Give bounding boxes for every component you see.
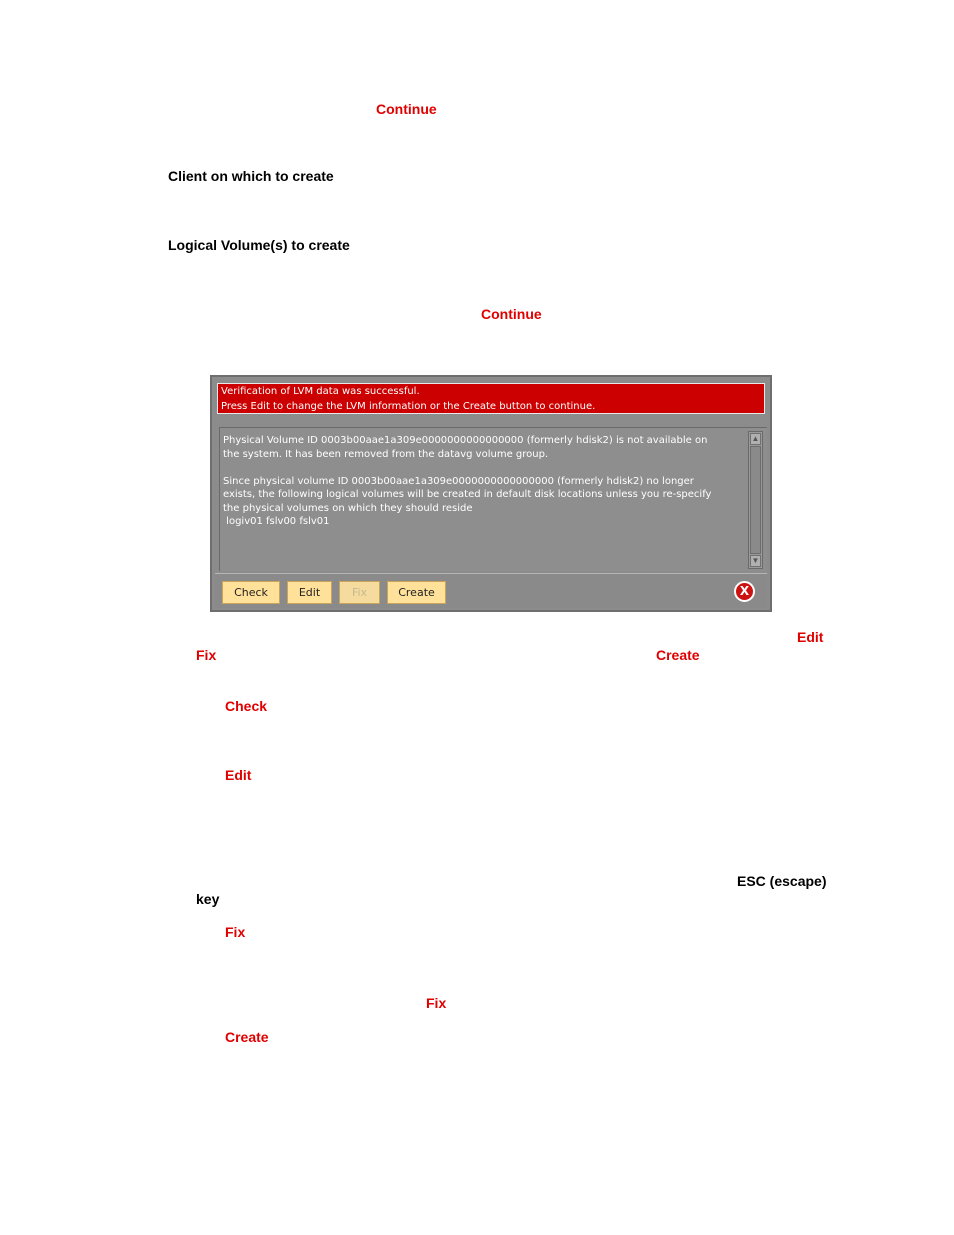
edit-item-heading: Edit xyxy=(225,767,252,783)
continue-link-2: Continue xyxy=(481,306,542,322)
edit-button[interactable]: Edit xyxy=(287,581,332,604)
fix-button[interactable]: Fix xyxy=(339,581,380,604)
scroll-up-arrow-icon[interactable]: ▲ xyxy=(751,434,760,443)
banner-line-1: Verification of LVM data was successful. xyxy=(221,386,420,397)
fix-item-heading: Fix xyxy=(225,924,246,940)
check-item-heading: Check xyxy=(225,698,268,714)
button-bar xyxy=(215,573,767,608)
scroll-down-arrow-icon[interactable]: ▼ xyxy=(751,556,760,565)
edit-reference: Edit xyxy=(797,629,824,645)
vertical-scrollbar[interactable] xyxy=(748,431,763,569)
message-text: Physical Volume ID 0003b00aae1a309e0000000000000000 (formerly hdisk2) is not available on the system. It has been removed from the datavg volume group. Since physical volume ID 0003b00aae1a309e0000000000000000 (formerly hdisk2) no longer exists, the following logical volumes will be created in default disk locations unless you re-specify the physical volumes on which they should reside logiv01 fslv00 fslv01 xyxy=(223,435,712,527)
continue-link-1: Continue xyxy=(376,101,437,117)
create-reference: Create xyxy=(656,647,700,663)
scroll-track[interactable] xyxy=(750,446,761,554)
client-label: Client on which to create xyxy=(168,168,334,184)
lvm-verification-dialog xyxy=(210,375,772,612)
logical-volumes-label: Logical Volume(s) to create xyxy=(168,237,350,253)
fix-reference: Fix xyxy=(196,647,217,663)
banner-line-2: Press Edit to change the LVM information or the Create button to continue. xyxy=(221,401,596,412)
create-item-heading: Create xyxy=(225,1029,269,1045)
message-area[interactable] xyxy=(219,427,767,571)
status-banner xyxy=(217,383,765,414)
esc-key-label: ESC (escape) xyxy=(737,873,827,889)
close-icon[interactable]: X xyxy=(734,581,755,602)
check-button[interactable]: Check xyxy=(222,581,280,604)
fix-reference-2: Fix xyxy=(426,995,447,1011)
create-button[interactable]: Create xyxy=(387,581,446,604)
key-word: key xyxy=(196,891,220,907)
